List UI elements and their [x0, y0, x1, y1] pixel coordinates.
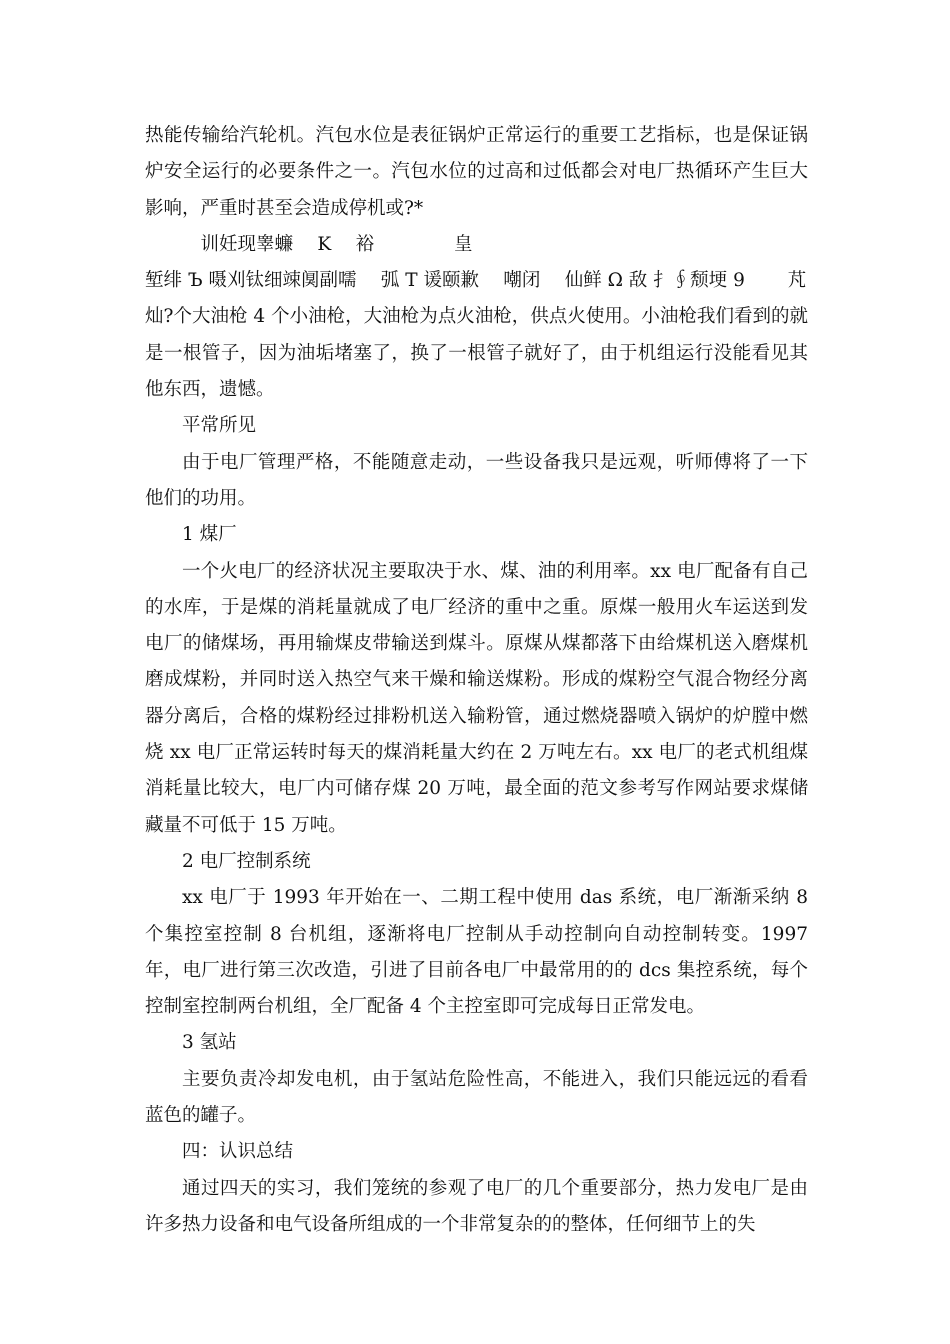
- paragraph-management: 由于电厂管理严格，不能随意走动，一些设备我只是远观，听师傅将了一下他们的功用。: [145, 451, 808, 509]
- paragraph-control-system: xx 电厂于 1993 年开始在一、二期工程中使用 das 系统，电厂渐渐采纳 8 个集控室控制 8 台机组，逐渐将电厂控制从手动控制向自动控制转变。1997 年，电厂进行第三次改造，引进了目前各电厂中最常用的的 dcs 集控系统，每个控制室控制两台机组，全厂配备 4 个主控室即可完成每日正常发电。: [145, 887, 808, 1018]
- heading-coal-plant: 1 煤厂: [182, 524, 237, 546]
- garbled-text-line-1: 训妊现睾蠊 K 裕 皇: [145, 233, 473, 255]
- paragraph-hydrogen-station: 主要负责冷却发电机，由于氢站危险性高，不能进入，我们只能远远的看看蓝色的罐子。: [145, 1068, 808, 1127]
- paragraph-turbine-water-level: 热能传输给汽轮机。汽包水位是表征锅炉正常运行的重要工艺指标，也是保证锅炉安全运行的必要条件之一。汽包水位的过高和过低都会对电厂热循环产生巨大影响，严重时甚至会造成停机或?*: [145, 125, 808, 219]
- paragraph-coal-plant: 一个火电厂的经济状况主要取决于水、煤、油的利用率。xx 电厂配备有自己的水库，于是煤的消耗量就成了电厂经济的重中之重。原煤一般用火车运送到发电厂的储煤场，再用输煤皮带输送到煤斗。原煤从煤都落下由给煤机送入磨煤机磨成煤粉，并同时送入热空气来干燥和输送煤粉。形成的煤粉空气混合物经分离器分离后，合格的煤粉经过排粉机送入输粉管，通过燃烧器喷入锅炉的炉膛中燃烧 xx 电厂正常运转时每天的煤消耗量大约在 2 万吨左右。xx 电厂的老式机组煤消耗量比较大，电厂内可储存煤 20 万吨，最全面的范文参考写作网站要求煤储藏量不可低于 15 万吨。: [145, 560, 808, 836]
- heading-control-system: 2 电厂控制系统: [182, 850, 311, 872]
- document-page: [145, 118, 808, 1243]
- heading-hydrogen-station: 3 氢站: [182, 1032, 237, 1054]
- paragraph-summary: 通过四天的实习，我们笼统的参观了电厂的几个重要部分，热力发电厂是由许多热力设备和电气设备所组成的一个非常复杂的的整体，任何细节上的失: [145, 1177, 808, 1235]
- garbled-text-line-2: 堑绯 Ъ 嗫刈钛细竦阒副嚅 弧 T 谖颐歉 嘲闭 仙鲜 Ω 敌 扌∮颓埂 9 芃: [145, 270, 807, 292]
- heading-summary: 四：认识总结: [182, 1141, 294, 1163]
- heading-daily-observations: 平常所见: [182, 415, 257, 437]
- paragraph-oil-guns: 灿?个大油枪 4 个小油枪，大油枪为点火油枪，供点火使用。小油枪我们看到的就是一根管子，因为油垢堵塞了，换了一根管子就好了，由于机组运行没能看见其他东西，遗憾。: [145, 306, 808, 401]
